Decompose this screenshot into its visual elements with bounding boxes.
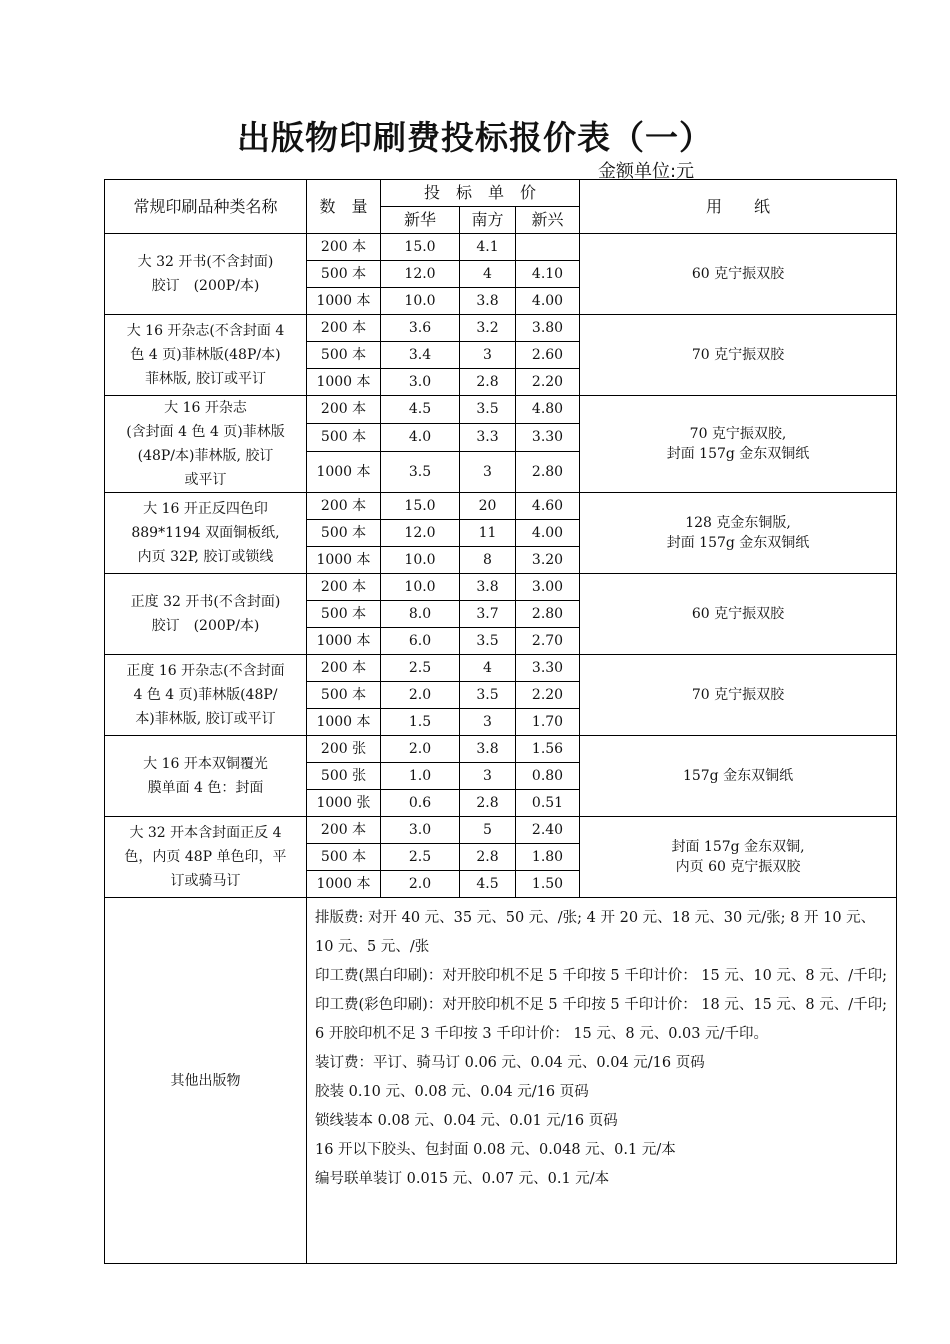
price-xinxing: 4.00 <box>516 288 580 315</box>
price-xinxing <box>516 234 580 261</box>
table-row <box>105 736 897 763</box>
price-nanfang: 3.2 <box>460 315 516 342</box>
price-xinhua: 4.0 <box>381 423 460 451</box>
price-nanfang: 2.8 <box>460 790 516 817</box>
quantity-cell: 200 本 <box>307 574 381 601</box>
price-xinxing: 1.80 <box>516 844 580 871</box>
quantity-cell: 500 本 <box>307 261 381 288</box>
currency-unit-label: 金额单位:元 <box>598 161 695 182</box>
price-xinhua: 2.5 <box>381 655 460 682</box>
product-name: 大 16 开杂志 (含封面 4 色 4 页)菲林版 (48P/本)菲林版, 胶订 或平订 <box>105 396 307 493</box>
price-xinhua: 3.4 <box>381 342 460 369</box>
quantity-cell: 1000 本 <box>307 288 381 315</box>
price-nanfang: 3 <box>460 342 516 369</box>
pricing-line: 胶装 0.10 元、0.08 元、0.04 元/16 页码 <box>315 1084 589 1100</box>
price-nanfang: 5 <box>460 817 516 844</box>
quantity-cell: 1000 本 <box>307 871 381 898</box>
paper-type: 封面 157g 金东双铜, 内页 60 克宁振双胶 <box>580 817 897 898</box>
price-nanfang: 3.5 <box>460 682 516 709</box>
price-xinxing: 3.20 <box>516 547 580 574</box>
price-xinxing: 2.80 <box>516 601 580 628</box>
pricing-line: 排版费: 对开 40 元、35 元、50 元、/张; 4 开 20 元、18 元、30 元/张; 8 开 10 元、10 元、5 元、/张 <box>315 910 876 955</box>
price-nanfang: 3.8 <box>460 736 516 763</box>
header-company-xinxing: 新兴 <box>516 207 580 234</box>
price-xinxing: 2.20 <box>516 682 580 709</box>
paper-type: 70 克宁振双胶 <box>580 655 897 736</box>
paper-type: 60 克宁振双胶 <box>580 234 897 315</box>
pricing-line: 16 开以下胶头、包封面 0.08 元、0.048 元、0.1 元/本 <box>315 1142 676 1158</box>
paper-type: 157g 金东双铜纸 <box>580 736 897 817</box>
header-company-nanfang: 南方 <box>460 207 516 234</box>
product-name: 大 16 开杂志(不含封面 4 色 4 页)菲林版(48P/本) 菲林版, 胶订或平订 <box>105 315 307 396</box>
product-name: 正度 16 开杂志(不含封面 4 色 4 页)菲林版(48P/ 本)菲林版, 胶订或平订 <box>105 655 307 736</box>
price-nanfang: 4 <box>460 261 516 288</box>
price-xinhua: 4.5 <box>381 396 460 424</box>
price-nanfang: 4 <box>460 655 516 682</box>
price-xinhua: 3.6 <box>381 315 460 342</box>
quantity-cell: 500 本 <box>307 342 381 369</box>
quantity-cell: 200 本 <box>307 315 381 342</box>
table-row <box>105 493 897 520</box>
product-name: 大 16 开正反四色印 889*1194 双面铜板纸, 内页 32P, 胶订或锁线 <box>105 493 307 574</box>
price-nanfang: 11 <box>460 520 516 547</box>
price-xinhua: 15.0 <box>381 234 460 261</box>
quantity-cell: 200 本 <box>307 396 381 424</box>
price-xinhua: 10.0 <box>381 574 460 601</box>
price-xinhua: 2.0 <box>381 682 460 709</box>
quantity-cell: 500 本 <box>307 682 381 709</box>
price-xinxing: 2.60 <box>516 342 580 369</box>
document-title: 出版物印刷费投标报价表（一） <box>237 118 713 157</box>
quantity-cell: 1000 本 <box>307 628 381 655</box>
table-row <box>105 234 897 261</box>
table-row <box>105 315 897 342</box>
price-nanfang: 20 <box>460 493 516 520</box>
header-category: 常规印刷品种类名称 <box>105 180 307 234</box>
price-xinxing: 0.51 <box>516 790 580 817</box>
quantity-cell: 1000 张 <box>307 790 381 817</box>
price-xinhua: 2.5 <box>381 844 460 871</box>
product-name: 大 16 开本双铜覆光 膜单面 4 色：封面 <box>105 736 307 817</box>
quantity-cell: 500 本 <box>307 844 381 871</box>
paper-type: 128 克金东铜版, 封面 157g 金东双铜纸 <box>580 493 897 574</box>
header-paper: 用 纸 <box>580 180 897 234</box>
quantity-cell: 500 本 <box>307 601 381 628</box>
quantity-cell: 200 本 <box>307 655 381 682</box>
price-xinhua: 15.0 <box>381 493 460 520</box>
price-xinhua: 6.0 <box>381 628 460 655</box>
price-xinxing: 2.20 <box>516 369 580 396</box>
price-nanfang: 3.8 <box>460 574 516 601</box>
price-nanfang: 3 <box>460 763 516 790</box>
quantity-cell: 200 张 <box>307 736 381 763</box>
quantity-cell: 500 本 <box>307 520 381 547</box>
other-publications-label: 其他出版物 <box>105 898 307 1264</box>
other-publications-row <box>105 898 897 1264</box>
pricing-line: 锁线装本 0.08 元、0.04 元、0.01 元/16 页码 <box>315 1113 618 1129</box>
price-xinhua: 10.0 <box>381 288 460 315</box>
pricing-line: 印工费(彩色印刷)：对开胶印机不足 5 千印按 5 千印计价： 18 元、15 元、8 元、/千印; <box>315 997 888 1013</box>
quantity-cell: 500 本 <box>307 423 381 451</box>
price-xinxing: 1.70 <box>516 709 580 736</box>
quantity-cell: 500 张 <box>307 763 381 790</box>
price-xinhua: 10.0 <box>381 547 460 574</box>
price-nanfang: 3 <box>460 451 516 492</box>
pricing-line: 编号联单装订 0.015 元、0.07 元、0.1 元/本 <box>315 1171 610 1187</box>
price-xinxing: 2.70 <box>516 628 580 655</box>
other-publications-pricing <box>307 898 897 1264</box>
price-xinxing: 1.56 <box>516 736 580 763</box>
quantity-cell: 1000 本 <box>307 547 381 574</box>
price-quote-table <box>104 179 897 1264</box>
price-nanfang: 3.5 <box>460 628 516 655</box>
price-nanfang: 3.7 <box>460 601 516 628</box>
price-xinhua: 2.0 <box>381 736 460 763</box>
paper-type: 60 克宁振双胶 <box>580 574 897 655</box>
quantity-cell: 200 本 <box>307 493 381 520</box>
header-bid-price: 投 标 单 价 <box>381 180 580 207</box>
product-name: 大 32 开书(不含封面) 胶订 (200P/本) <box>105 234 307 315</box>
price-nanfang: 3.3 <box>460 423 516 451</box>
price-xinxing: 2.40 <box>516 817 580 844</box>
table-row <box>105 655 897 682</box>
price-xinxing: 4.00 <box>516 520 580 547</box>
price-xinxing: 2.80 <box>516 451 580 492</box>
price-xinxing: 1.50 <box>516 871 580 898</box>
header-quantity: 数 量 <box>307 180 381 234</box>
quantity-cell: 1000 本 <box>307 709 381 736</box>
price-nanfang: 8 <box>460 547 516 574</box>
price-xinhua: 3.0 <box>381 369 460 396</box>
pricing-line: 6 开胶印机不足 3 千印按 3 千印计价： 15 元、8 元、0.03 元/千印。 <box>315 1026 769 1042</box>
table-row <box>105 574 897 601</box>
table-row <box>105 396 897 424</box>
header-company-xinhua: 新华 <box>381 207 460 234</box>
price-xinhua: 12.0 <box>381 261 460 288</box>
price-xinxing: 3.00 <box>516 574 580 601</box>
price-xinhua: 12.0 <box>381 520 460 547</box>
price-nanfang: 4.1 <box>460 234 516 261</box>
price-nanfang: 3.5 <box>460 396 516 424</box>
price-nanfang: 3 <box>460 709 516 736</box>
quantity-cell: 1000 本 <box>307 369 381 396</box>
price-nanfang: 4.5 <box>460 871 516 898</box>
paper-type: 70 克宁振双胶 <box>580 315 897 396</box>
price-xinhua: 2.0 <box>381 871 460 898</box>
product-name: 正度 32 开书(不含封面) 胶订 (200P/本) <box>105 574 307 655</box>
price-xinhua: 1.5 <box>381 709 460 736</box>
price-xinxing: 4.60 <box>516 493 580 520</box>
price-xinxing: 4.80 <box>516 396 580 424</box>
price-xinxing: 4.10 <box>516 261 580 288</box>
price-xinxing: 0.80 <box>516 763 580 790</box>
price-xinxing: 3.30 <box>516 655 580 682</box>
price-xinhua: 3.0 <box>381 817 460 844</box>
price-xinhua: 1.0 <box>381 763 460 790</box>
price-nanfang: 2.8 <box>460 369 516 396</box>
quantity-cell: 200 本 <box>307 234 381 261</box>
price-nanfang: 3.8 <box>460 288 516 315</box>
price-xinhua: 8.0 <box>381 601 460 628</box>
paper-type: 70 克宁振双胶, 封面 157g 金东双铜纸 <box>580 396 897 493</box>
price-xinhua: 3.5 <box>381 451 460 492</box>
product-name: 大 32 开本含封面正反 4 色，内页 48P 单色印，平 订或骑马订 <box>105 817 307 898</box>
price-xinhua: 0.6 <box>381 790 460 817</box>
table-row <box>105 817 897 844</box>
pricing-line: 印工费(黑白印刷)：对开胶印机不足 5 千印按 5 千印计价： 15 元、10 元、8 元、/千印; <box>315 968 888 984</box>
pricing-line: 装订费：平订、骑马订 0.06 元、0.04 元、0.04 元/16 页码 <box>315 1055 705 1071</box>
quantity-cell: 1000 本 <box>307 451 381 492</box>
price-xinxing: 3.30 <box>516 423 580 451</box>
price-xinxing: 3.80 <box>516 315 580 342</box>
quantity-cell: 200 本 <box>307 817 381 844</box>
price-nanfang: 2.8 <box>460 844 516 871</box>
